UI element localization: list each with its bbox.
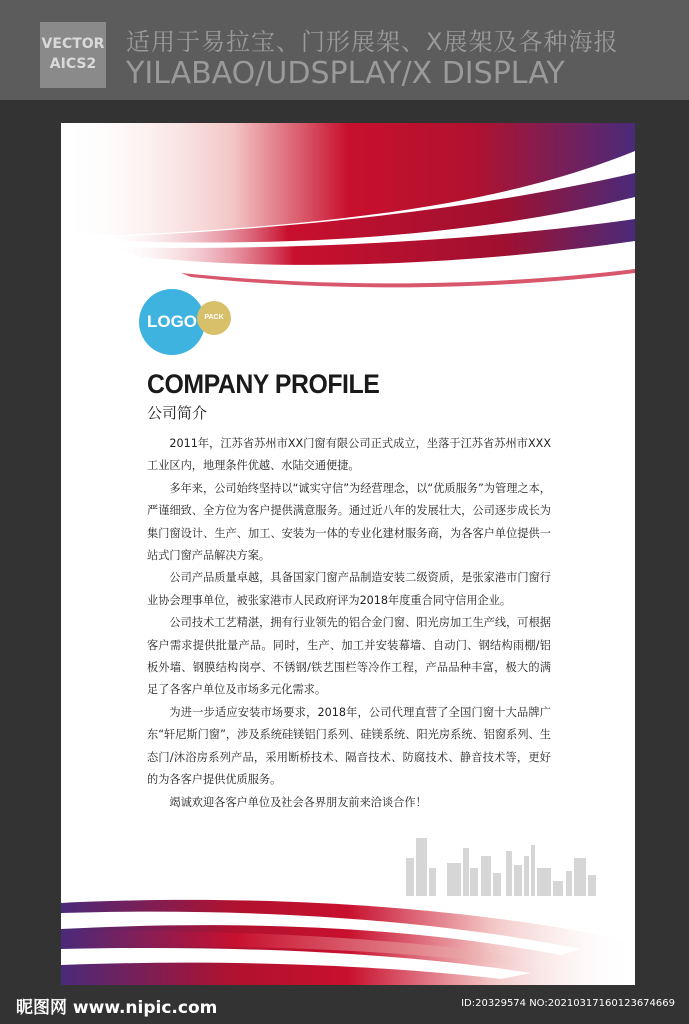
paragraph: 2011年，江苏省苏州市XX门窗有限公司正式成立，坐落于江苏省苏州市XXX工业区内，地理条件优越、水陆交通便捷。 [147,437,551,473]
logo-pack: PACK [197,301,231,335]
paragraph: 公司技术工艺精湛，拥有行业领先的铝合金门窗、阳光房加工生产线，可根据客户需求提供批量产品。同时，生产、加工并安装幕墙、自动门、钢结构雨棚/铝板外墙、钢膜结构岗亭、不锈钢/铁艺围栏等冷作工程，产品品种丰富，极大的满足了各客户单位及市场多元化需求。 [147,616,551,697]
banner-subtitle: YILABAO/UDSPLAY/X DISPLAY [126,56,565,91]
profile-text [147,433,551,814]
badge-line2: AICS2 [49,56,97,72]
paragraph: 多年来，公司始终坚持以“诚实守信”为经营理念，以“优质服务”为管理之本，严谨细致、全方位为客户提供满意服务。通过近八年的发展壮大，公司逐步成长为集门窗设计、生产、加工、安装为一体的专业化建材服务商，为各客户单位提供一站式门窗产品解决方案。 [147,481,551,563]
top-wave-main [61,123,635,235]
paragraph: 为进一步适应安装市场要求，2018年，公司代理直营了全国门窗十大品牌广东“轩尼斯门窗”，涉及系统硅镁铝门系列、硅镁系统、阳光房系统、铝窗系列、生态门/沐浴房系列产品，采用断桥技术、隔音技术、防腐技术、静音技术等，更好的为各客户提供优质服务。 [147,705,551,787]
logo: LOGO [139,289,205,355]
vector-badge [40,22,106,88]
poster-title: COMPANY PROFILE [147,369,380,399]
top-banner [0,0,689,100]
paragraph: 竭诚欢迎各客户单位及社会各界朋友前来洽谈合作！ [169,795,427,809]
paragraph: 公司产品质量卓越，具备国家门窗产品制造安装二级资质，是张家港市门窗行业协会理事单位，被张家港市人民政府评为2018年度重合同守信用企业。 [147,571,551,607]
poster-subtitle: 公司简介 [147,404,208,422]
top-wave-line [181,269,635,287]
watermark-site: 昵图网 www.nipic.com [16,998,218,1018]
watermark-id: ID:20329574 NO:20210317160123674669 [461,998,675,1009]
city-skyline [406,838,596,896]
badge-line1: VECTOR [41,36,105,52]
poster [61,123,635,985]
banner-title: 适用于易拉宝、门形展架、X展架及各种海报 [126,28,619,56]
